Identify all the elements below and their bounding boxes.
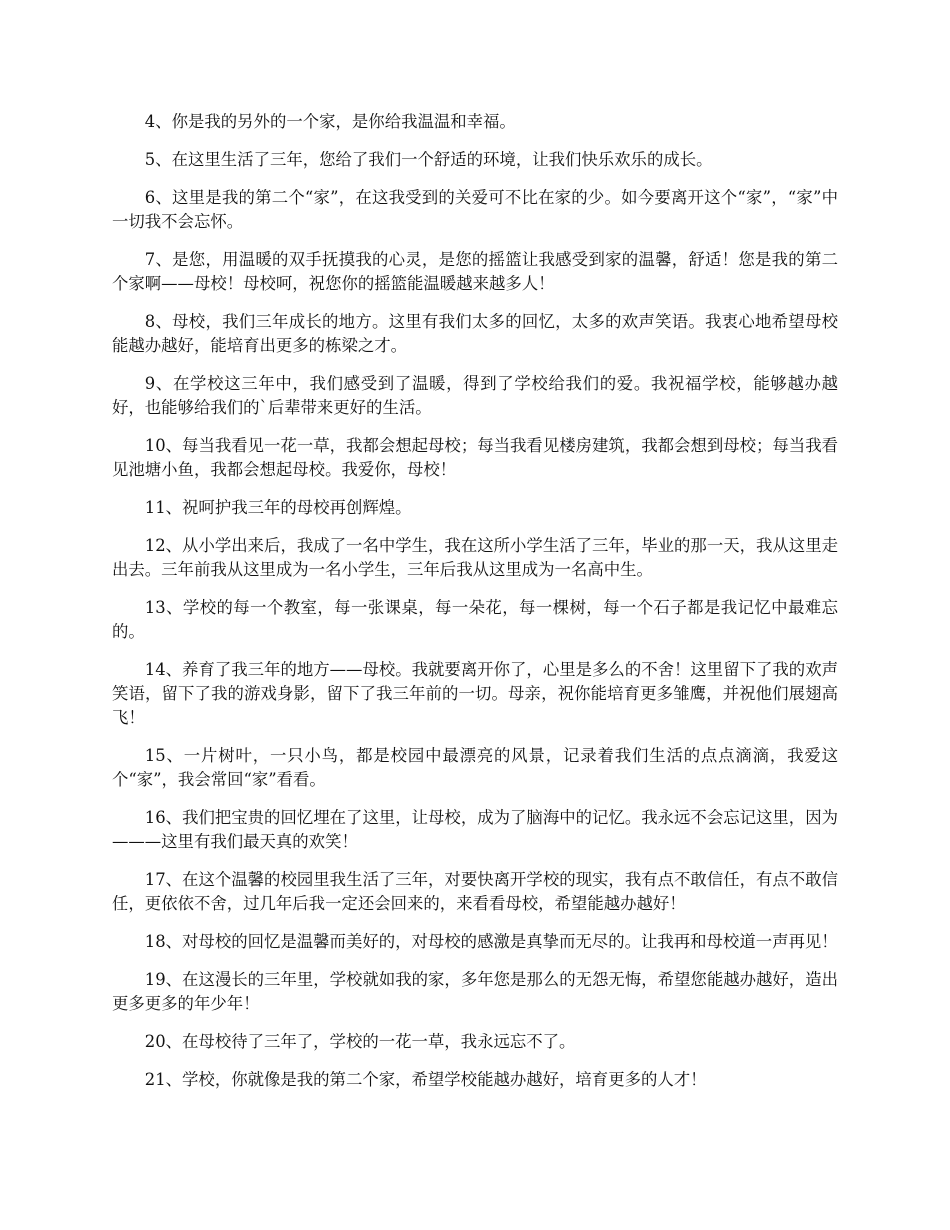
paragraph-17: 17、在这个温馨的校园里我生活了三年，对要快离开学校的现实，我有点不敢信任，有点不敢信任，更依依不舍，过几年后我一定还会回来的，来看看母校，希望能越办越好！ [112, 870, 838, 913]
paragraph-6: 6、这里是我的第二个“家”，在这我受到的关爱可不比在家的少。如今要离开这个“家”，“家”中一切我不会忘怀。 [112, 188, 838, 231]
paragraph-11: 11、祝呵护我三年的母校再创辉煌。 [144, 498, 412, 517]
paragraph-14: 14、养育了我三年的地方——母校。我就要离开你了，心里是多么的不舍！这里留下了我的欢声笑语，留下了我的游戏身影，留下了我三年前的一切。母亲，祝你能培育更多雏鹰，并祝他们展翅高飞！ [112, 660, 838, 727]
paragraph-7: 7、是您，用温暖的双手抚摸我的心灵，是您的摇篮让我感受到家的温馨，舒适！您是我的第二个家啊——母校！母校呵，祝您你的摇篮能温暖越来越多人！ [112, 250, 838, 293]
paragraph-16: 16、我们把宝贵的回忆埋在了这里，让母校，成为了脑海中的记忆。我永远不会忘记这里，因为———这里有我们最天真的欢笑！ [112, 808, 838, 851]
paragraph-4: 4、你是我的另外的一个家，是你给我温温和幸福。 [144, 112, 516, 131]
paragraph-19: 19、在这漫长的三年里，学校就如我的家，多年您是那么的无怨无悔，希望您能越办越好，造出更多更多的年少年！ [112, 970, 838, 1013]
paragraph-8: 8、母校，我们三年成长的地方。这里有我们太多的回忆，太多的欢声笑语。我衷心地希望母校能越办越好，能培育出更多的栋梁之才。 [112, 312, 838, 355]
paragraph-12: 12、从小学出来后，我成了一名中学生，我在这所小学生活了三年，毕业的那一天，我从这里走出去。三年前我从这里成为一名小学生，三年后我从这里成为一名高中生。 [112, 536, 838, 579]
paragraph-20: 20、在母校待了三年了，学校的一花一草，我永远忘不了。 [144, 1032, 576, 1051]
document-body [112, 110, 838, 1106]
paragraph-13: 13、学校的每一个教室，每一张课桌，每一朵花，每一棵树，每一个石子都是我记忆中最难忘的。 [112, 598, 838, 641]
paragraph-10: 10、每当我看见一花一草，我都会想起母校；每当我看见楼房建筑，我都会想到母校；每当我看见池塘小鱼，我都会想起母校。我爱你，母校！ [112, 436, 838, 479]
paragraph-18: 18、对母校的回忆是温馨而美好的，对母校的感激是真挚而无尽的。让我再和母校道一声再见！ [144, 932, 838, 951]
paragraph-9: 9、在学校这三年中，我们感受到了温暖，得到了学校给我们的爱。我祝福学校，能够越办越好，也能够给我们的`后辈带来更好的生活。 [112, 374, 838, 417]
paragraph-21: 21、学校，你就像是我的第二个家，希望学校能越办越好，培育更多的人才！ [144, 1070, 707, 1089]
paragraph-5: 5、在这里生活了三年，您给了我们一个舒适的环境，让我们快乐欢乐的成长。 [144, 150, 713, 169]
paragraph-15: 15、一片树叶，一只小鸟，都是校园中最漂亮的风景，记录着我们生活的点点滴滴，我爱这个“家”，我会常回“家”看看。 [112, 746, 838, 789]
